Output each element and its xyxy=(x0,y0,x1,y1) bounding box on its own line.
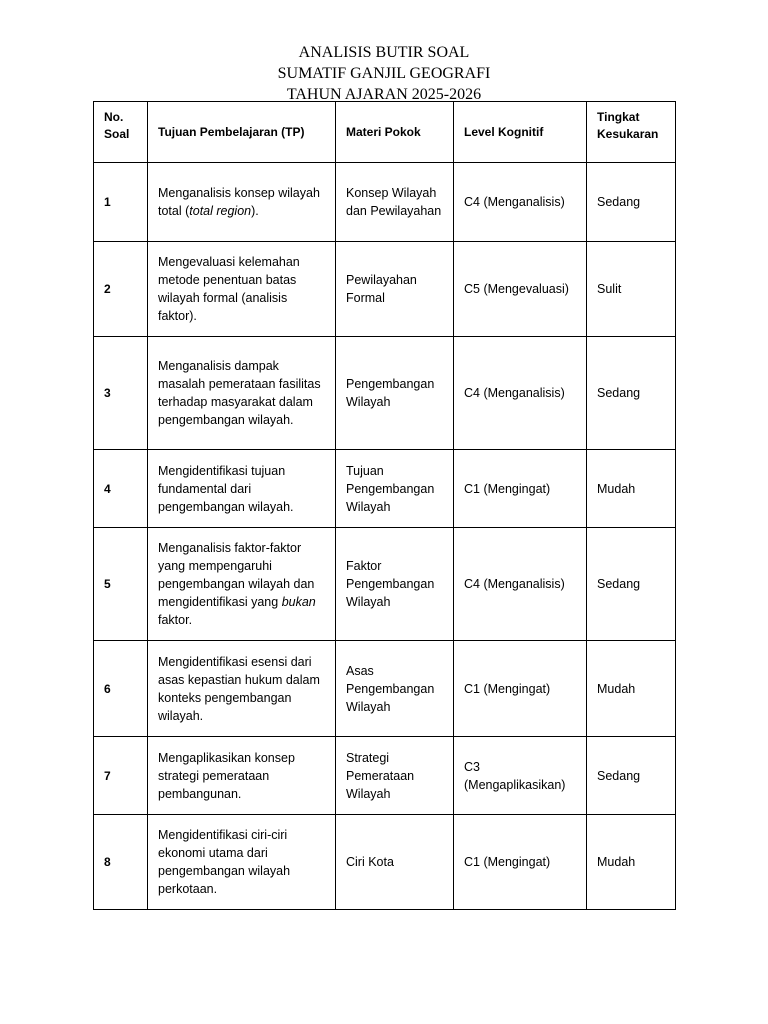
table-row xyxy=(94,242,676,337)
table-row xyxy=(94,528,676,641)
cell-no: 1 xyxy=(94,163,148,242)
cell-level: C4 (Menganalisis) xyxy=(454,163,587,242)
cell-materi: Konsep Wilayah dan Pewilayahan xyxy=(336,163,454,242)
italic-term: bukan xyxy=(281,595,316,609)
cell-tingkat: Sedang xyxy=(587,163,676,242)
cell-materi: Asas Pengembangan Wilayah xyxy=(336,641,454,737)
cell-tujuan: Menganalisis faktor-faktor yang mempengaruhi pengembangan wilayah dan mengidentifikasi yang bukan faktor. xyxy=(148,528,336,641)
cell-tujuan: Menganalisis dampak masalah pemerataan fasilitas terhadap masyarakat dalam pengembangan wilayah. xyxy=(148,337,336,450)
table-header-row xyxy=(94,102,676,163)
table-row xyxy=(94,737,676,815)
header-materi-pokok: Materi Pokok xyxy=(336,102,454,163)
title-line-3: TAHUN AJARAN 2025-2026 xyxy=(286,86,482,103)
cell-materi: Faktor Pengembangan Wilayah xyxy=(336,528,454,641)
cell-tujuan: Menganalisis konsep wilayah total (total region). xyxy=(148,163,336,242)
cell-tingkat: Mudah xyxy=(587,450,676,528)
cell-tingkat: Mudah xyxy=(587,815,676,910)
table-row xyxy=(94,337,676,450)
cell-tingkat: Sedang xyxy=(587,528,676,641)
cell-level: C1 (Mengingat) xyxy=(454,450,587,528)
cell-materi: Pengembangan Wilayah xyxy=(336,337,454,450)
table-row xyxy=(94,163,676,242)
document-title xyxy=(0,42,768,105)
cell-tingkat: Sulit xyxy=(587,242,676,337)
cell-tujuan: Mengidentifikasi ciri-ciri ekonomi utama dari pengembangan wilayah perkotaan. xyxy=(148,815,336,910)
cell-tujuan: Mengidentifikasi tujuan fundamental dari pengembangan wilayah. xyxy=(148,450,336,528)
cell-no: 4 xyxy=(94,450,148,528)
cell-level: C4 (Menganalisis) xyxy=(454,528,587,641)
cell-materi: Tujuan Pengembangan Wilayah xyxy=(336,450,454,528)
cell-no: 6 xyxy=(94,641,148,737)
cell-level: C4 (Menganalisis) xyxy=(454,337,587,450)
italic-term: total region xyxy=(189,204,252,218)
cell-level: C5 (Mengevaluasi) xyxy=(454,242,587,337)
header-no-soal: No. Soal xyxy=(94,102,148,163)
cell-materi: Strategi Pemerataan Wilayah xyxy=(336,737,454,815)
cell-materi: Ciri Kota xyxy=(336,815,454,910)
header-level-kognitif: Level Kognitif xyxy=(454,102,587,163)
cell-no: 7 xyxy=(94,737,148,815)
cell-level: C3 (Mengaplikasikan) xyxy=(454,737,587,815)
cell-tujuan: Mengidentifikasi esensi dari asas kepastian hukum dalam konteks pengembangan wilayah. xyxy=(148,641,336,737)
cell-tingkat: Sedang xyxy=(587,737,676,815)
title-line-2: SUMATIF GANJIL GEOGRAFI xyxy=(277,65,491,82)
cell-level: C1 (Mengingat) xyxy=(454,641,587,737)
cell-no: 8 xyxy=(94,815,148,910)
table-row xyxy=(94,641,676,737)
cell-tingkat: Mudah xyxy=(587,641,676,737)
cell-tujuan: Mengaplikasikan konsep strategi pemerataan pembangunan. xyxy=(148,737,336,815)
cell-materi: Pewilayahan Formal xyxy=(336,242,454,337)
table-row xyxy=(94,450,676,528)
cell-tujuan: Mengevaluasi kelemahan metode penentuan batas wilayah formal (analisis faktor). xyxy=(148,242,336,337)
header-tingkat-kesukaran: Tingkat Kesukaran xyxy=(587,102,676,163)
cell-no: 5 xyxy=(94,528,148,641)
cell-level: C1 (Mengingat) xyxy=(454,815,587,910)
cell-no: 3 xyxy=(94,337,148,450)
title-line-1: ANALISIS BUTIR SOAL xyxy=(298,44,470,61)
cell-tingkat: Sedang xyxy=(587,337,676,450)
table-row xyxy=(94,815,676,910)
cell-no: 2 xyxy=(94,242,148,337)
header-tujuan-pembelajaran: Tujuan Pembelajaran (TP) xyxy=(148,102,336,163)
analysis-table xyxy=(93,101,676,910)
